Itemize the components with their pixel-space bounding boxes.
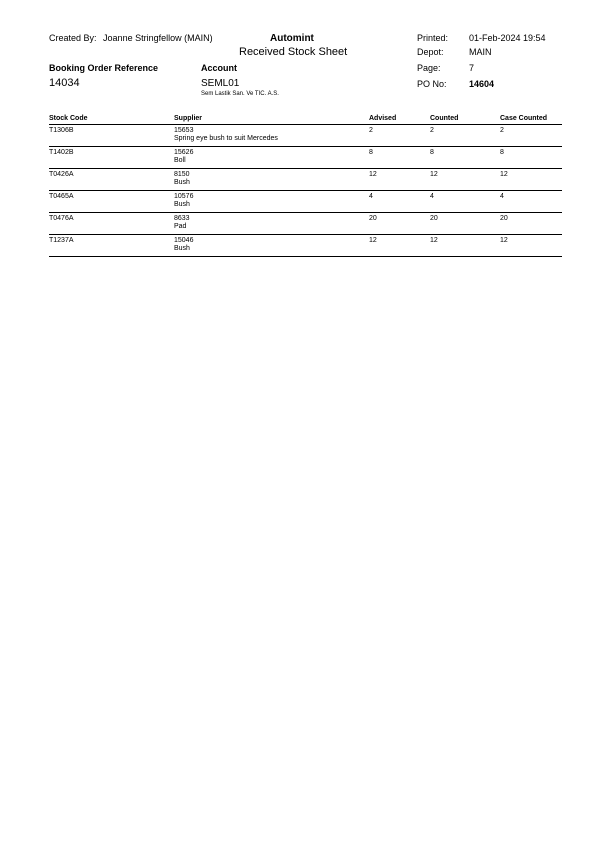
case-counted-cell: 4 [500, 193, 504, 200]
depot-value: MAIN [469, 47, 492, 57]
item-description: Spring eye bush to suit Mercedes [174, 135, 278, 142]
table-row [49, 125, 562, 147]
case-counted-cell: 12 [500, 237, 508, 244]
account-label: Account [201, 63, 237, 73]
stock-code-cell: T1402B [49, 149, 74, 156]
page-label: Page: [417, 63, 441, 73]
supplier-code: 8633 [174, 215, 190, 222]
advised-cell: 12 [369, 171, 377, 178]
supplier-code: 15653 [174, 127, 194, 134]
table-row [49, 191, 562, 213]
table-row [49, 213, 562, 235]
table-row [49, 147, 562, 169]
counted-cell: 20 [430, 215, 438, 222]
company-name: Automint [270, 33, 314, 44]
stock-code-cell: T0465A [49, 193, 74, 200]
advised-cell: 2 [369, 127, 373, 134]
created-by [49, 33, 213, 43]
stock-code-cell: T0426A [49, 171, 74, 178]
supplier-code: 10576 [174, 193, 194, 200]
advised-cell: 4 [369, 193, 373, 200]
advised-cell: 8 [369, 149, 373, 156]
advised-cell: 20 [369, 215, 377, 222]
counted-cell: 12 [430, 171, 438, 178]
counted-cell: 4 [430, 193, 434, 200]
item-description: Bush [174, 201, 190, 208]
col-supplier: Supplier [174, 115, 203, 122]
account-name: Sem Lastik San. Ve TIC. A.S. [201, 91, 279, 97]
stock-code-cell: T0476A [49, 215, 74, 222]
stock-table [49, 114, 562, 257]
booking-ref-label: Booking Order Reference [49, 63, 159, 73]
supplier-cell [174, 215, 190, 231]
item-description: Bush [174, 245, 190, 252]
col-case-counted: Case Counted [500, 115, 548, 122]
sheet-title: Received Stock Sheet [239, 46, 348, 58]
supplier-code: 15626 [174, 149, 194, 156]
booking-ref-value: 14034 [49, 77, 80, 89]
printed-value: 01-Feb-2024 19:54 [469, 33, 546, 43]
supplier-cell [174, 127, 278, 143]
printed-label: Printed: [417, 33, 449, 43]
counted-cell: 8 [430, 149, 434, 156]
case-counted-cell: 8 [500, 149, 504, 156]
supplier-cell [174, 193, 193, 209]
supplier-code: 8150 [174, 171, 190, 178]
advised-cell: 12 [369, 237, 377, 244]
supplier-code: 15046 [174, 237, 194, 244]
page-value: 7 [469, 63, 475, 73]
depot-label: Depot: [417, 47, 444, 57]
case-counted-cell: 12 [500, 171, 508, 178]
col-advised: Advised [369, 115, 397, 122]
item-description: Bush [174, 179, 190, 186]
item-description: Boll [174, 157, 186, 164]
table-row [49, 235, 562, 257]
case-counted-cell: 20 [500, 215, 508, 222]
created-by-label: Created By: [49, 33, 97, 43]
po-value: 14604 [469, 79, 495, 89]
stock-code-cell: T1237A [49, 237, 74, 244]
case-counted-cell: 2 [500, 127, 504, 134]
counted-cell: 2 [430, 127, 434, 134]
po-label: PO No: [417, 79, 447, 89]
item-description: Pad [174, 223, 187, 230]
stock-code-cell: T1306B [49, 127, 74, 134]
col-stock-code: Stock Code [49, 115, 88, 122]
table-row [49, 169, 562, 191]
supplier-cell [174, 237, 193, 253]
account-code: SEML01 [201, 78, 240, 89]
table-header [49, 114, 562, 125]
created-by-value: Joanne Stringfellow (MAIN) [103, 33, 213, 43]
col-counted: Counted [430, 115, 459, 122]
supplier-cell [174, 171, 190, 187]
counted-cell: 12 [430, 237, 438, 244]
supplier-cell [174, 149, 193, 165]
